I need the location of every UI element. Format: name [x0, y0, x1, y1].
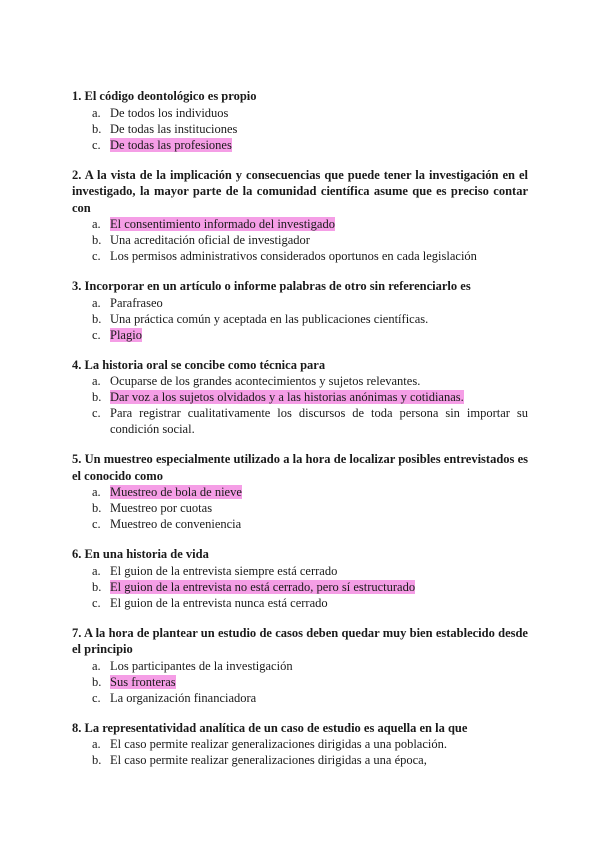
option-letter: a.: [92, 295, 101, 310]
option-text: Una práctica común y aceptada en las publicaciones científicas.: [110, 311, 429, 326]
question-list: [72, 88, 528, 782]
option-letter: b.: [92, 501, 102, 515]
option-text: De todos los individuos: [110, 105, 229, 120]
question-text: 3. Incorporar en un artículo o informe palabras de otro sin referenciarlo es: [72, 279, 471, 293]
option-letter: b.: [92, 233, 102, 247]
option-list: [72, 373, 528, 437]
option-item: [72, 295, 528, 311]
option-letter: a.: [92, 658, 101, 673]
option-item: [72, 516, 528, 532]
question-text: 4. La historia oral se concibe como técnica para: [72, 357, 326, 372]
option-letter: c.: [92, 137, 101, 152]
option-text: Ocuparse de los grandes acontecimientos y sujetos relevantes.: [110, 374, 421, 388]
option-text: La organización financiadora: [110, 690, 257, 705]
option-letter: c.: [92, 595, 101, 610]
option-text: De todas las instituciones: [110, 121, 238, 136]
option-item: [72, 105, 528, 121]
question-8: [72, 720, 528, 769]
option-text: El caso permite realizar generalizaciones dirigidas a una época,: [110, 753, 427, 767]
option-letter: b.: [92, 390, 102, 404]
option-item: [72, 595, 528, 611]
question-text: 2. A la vista de la implicación y consecuencias que puede tener la investigación en el investigado, la mayor parte de la comunidad científica asume que es preciso contar con: [72, 167, 528, 215]
option-highlighted: [72, 484, 528, 500]
option-text: El caso permite realizar generalizaciones dirigidas a una población.: [110, 737, 447, 751]
option-item: [72, 752, 528, 768]
option-letter: a.: [92, 485, 101, 499]
option-letter: a.: [92, 374, 101, 388]
question-5: [72, 451, 528, 532]
option-letter: a.: [92, 105, 101, 120]
option-item: [72, 232, 528, 248]
option-text: El guion de la entrevista siempre está cerrado: [110, 563, 338, 578]
option-highlighted: [72, 579, 528, 595]
question-text: 5. Un muestreo especialmente utilizado a la hora de localizar posibles entrevistados es el conocido como: [72, 452, 528, 483]
option-item: [72, 500, 528, 516]
option-letter: a.: [92, 217, 101, 231]
option-text: Para registrar cualitativamente los discursos de toda persona sin importar su condición social.: [110, 406, 528, 436]
option-list: [72, 105, 528, 153]
option-letter: c.: [92, 327, 101, 342]
option-list: [72, 736, 528, 768]
option-letter: b.: [92, 121, 102, 136]
question-4: [72, 357, 528, 438]
option-item: [72, 736, 528, 752]
question-6: [72, 546, 528, 611]
option-highlighted: [72, 674, 528, 690]
option-text: Una acreditación oficial de investigador: [110, 233, 310, 247]
option-item: [72, 690, 528, 706]
option-text: Muestreo de conveniencia: [110, 517, 242, 531]
question-text: 7. A la hora de plantear un estudio de casos deben quedar muy bien establecido desde el principio: [72, 625, 528, 656]
option-item: [72, 373, 528, 389]
question-3: [72, 278, 528, 343]
option-highlighted: [72, 327, 528, 343]
option-list: [72, 658, 528, 706]
option-text: Plagio: [110, 327, 142, 342]
option-text: De todas las profesiones: [110, 137, 232, 152]
option-text: Muestreo por cuotas: [110, 501, 213, 515]
option-letter: c.: [92, 249, 101, 263]
option-highlighted: [72, 137, 528, 153]
option-item: [72, 121, 528, 137]
option-letter: c.: [92, 406, 101, 420]
option-text: Muestreo de bola de nieve: [110, 485, 242, 499]
option-text: El consentimiento informado del investigado: [110, 217, 335, 231]
option-text: El guion de la entrevista nunca está cerrado: [110, 595, 328, 610]
option-list: [72, 563, 528, 611]
option-text: Los participantes de la investigación: [110, 658, 293, 673]
option-letter: b.: [92, 674, 102, 689]
option-letter: c.: [92, 517, 101, 531]
option-text: Los permisos administrativos considerados oportunos en cada legislación: [110, 249, 477, 263]
option-letter: b.: [92, 579, 102, 594]
option-item: [72, 658, 528, 674]
option-letter: a.: [92, 737, 101, 751]
question-text: 8. La representatividad analítica de un caso de estudio es aquella en la que: [72, 720, 468, 735]
option-highlighted: [72, 216, 528, 232]
question-1: [72, 88, 528, 153]
question-text: 1. El código deontológico es propio: [72, 89, 257, 103]
option-list: [72, 295, 528, 343]
option-letter: b.: [92, 311, 102, 326]
option-item: [72, 248, 528, 264]
option-item: [72, 311, 528, 327]
option-letter: c.: [92, 690, 101, 705]
option-list: [72, 484, 528, 532]
option-letter: b.: [92, 753, 102, 767]
option-text: El guion de la entrevista no está cerrado, pero sí estructurado: [110, 579, 416, 594]
option-item: [72, 405, 528, 437]
option-item: [72, 563, 528, 579]
option-letter: a.: [92, 563, 101, 578]
question-2: [72, 167, 528, 265]
option-text: Dar voz a los sujetos olvidados y a las historias anónimas y cotidianas.: [110, 390, 464, 404]
option-text: Sus fronteras: [110, 674, 176, 689]
option-text: Parafraseo: [110, 295, 163, 310]
option-list: [72, 216, 528, 264]
option-highlighted: [72, 389, 528, 405]
question-7: [72, 625, 528, 706]
question-text: 6. En una historia de vida: [72, 547, 209, 561]
